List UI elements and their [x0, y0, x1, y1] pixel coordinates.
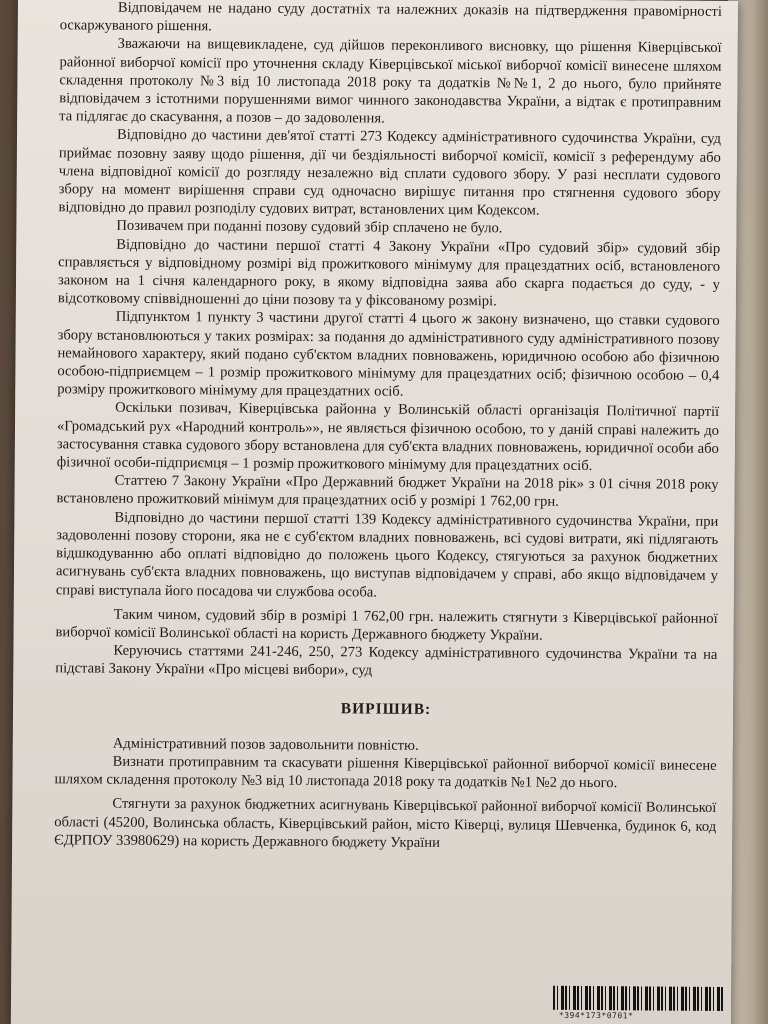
paragraph-4: Позивачем при поданні позову судовий збір сплачено не було.: [116, 218, 503, 237]
document-body: [54, 0, 722, 854]
paragraph-1: Відповідачем не надано суду достатніх та належних доказів на підтвердження правомірності оскаржуваного рішення.: [59, 0, 722, 35]
paragraph-9: Відповідно до частини першої статті 139 Кодексу адміністративного судочинства України, при задоволенні позову сторони, яка не є суб'єктом владних повноважень, всі судові витрати, які підлягають відшкодуванню або оплаті відповідно до положень цього Кодексу, стягуються за рахунок бюджетних асигнувань суб'єкта владних повноважень, що виступав відповідачем у справі, або якщо відповідачем у справі виступала його посадова чи службова особа.: [55, 509, 719, 601]
paragraph-8: Статтею 7 Закону України «Про Державний бюджет України на 2018 рік» з 01 січня 2018 року встановлено прожитковий мінімум для працездатних осіб у розмірі 1 762,00 грн.: [56, 472, 719, 511]
paragraph-3: Відповідно до частини дев'ятої статті 273 Кодексу адміністративного судочинства України, суд приймає позовну заяву щодо рішення, дії чи бездіяльності виборчої комісії, комісії з референдуму або члена відповідної комісії до розгляду незалежно від сплати судового збору. У разі несплати судового збору на момент вирішення справи суд одночасно вирішує питання про стягнення судового збору відповідно до правил розподілу судових витрат, встановлених цим Кодексом.: [58, 127, 722, 219]
paragraph-11: Керуючись статтями 241-246, 250, 273 Кодексу адміністративного судочинства України та на підставі Закону України «Про місцеві вибори», суд: [55, 642, 718, 679]
decision-item-1: Адміністративний позов задовольнити повністю.: [112, 735, 419, 754]
paragraph-10: Таким чином, судовий збір в розмірі 1 762,00 грн. належить стягнути з Ківерцівської районної виборчої комісії Волинської області на користь Державного бюджету України.: [55, 606, 718, 644]
barcode-digits: *394*173*0701*: [558, 1010, 634, 1021]
paragraph-5: Відповідно до частини першої статті 4 Закону України «Про судовий збір» судовий збір справляється у відповідному розмірі від прожиткового мінімуму для працездатних осіб, встановленого законом на 1 січня календарного року, в якому відповідна заява або скарга подається до суду, - у відсотковому співвідношенні до ціни позову та у фіксованому розмірі.: [57, 236, 721, 310]
decision-heading: ВИРІШИВ:: [340, 699, 432, 718]
decision-item-3: Стягнути за рахунок бюджетних асигнувань Ківерцівської районної виборчої комісії Волинської області (45200, Волинська область, Ківерцівський район, місто Ківерці, вулиця Шевченка, будинок 6, код ЄДРПОУ 33980629) на користь Державного бюджету України: [54, 796, 717, 851]
paragraph-6: Підпунктом 1 пункту 3 частини другої статті 4 цього ж закону визначено, що ставки судового збору встановлюються у таких розмірах: за подання до адміністративного суду адміністративного позову немайнового характеру, який подано суб'єктом владних повноважень, юридичною особою або фізичною особою-підприємцем – 1 розмір прожиткового мінімуму для працездатних осіб; фізичною особою – 0,4 розміру прожиткового мінімуму для працездатних осіб.: [57, 309, 720, 400]
document-page: [11, 0, 738, 1024]
paragraph-2: Зважаючи на вищевикладене, суд дійшов переконливого висновку, що рішення Ківерцівської районної виборчої комісії про уточнення складу Ківерцівської міської виборчої комісії винесене шляхом складення протоколу №3 від 10 листопада 2018 року та додатків №№1, 2 до нього, було прийняте відповідачем з істотними порушеннями вимог чинного законодавства України, а відтак є протиправним та підлягає до скасування, а позов – до задоволення.: [59, 36, 722, 127]
decision-item-2: Визнати протиправним та скасувати рішення Ківерцівської районної виборчої комісії винесене шляхом складення протоколу №3 від 10 листопада 2018 року та додатків №1 №2 до нього.: [54, 753, 717, 792]
barcode: [553, 986, 723, 1011]
paragraph-7: Оскільки позивач, Ківерцівська районна у Волинській області організація Політичної партії «Громадський рух «Народний контроль»», не являється фізичною особою, то у даній справі належить до застосування ставка судового збору встановлена для суб'єкта владних повноважень, юридичної особи або фізичної особи-підприємця – 1 розмір прожиткового мінімуму для працездатних осіб.: [56, 400, 720, 475]
